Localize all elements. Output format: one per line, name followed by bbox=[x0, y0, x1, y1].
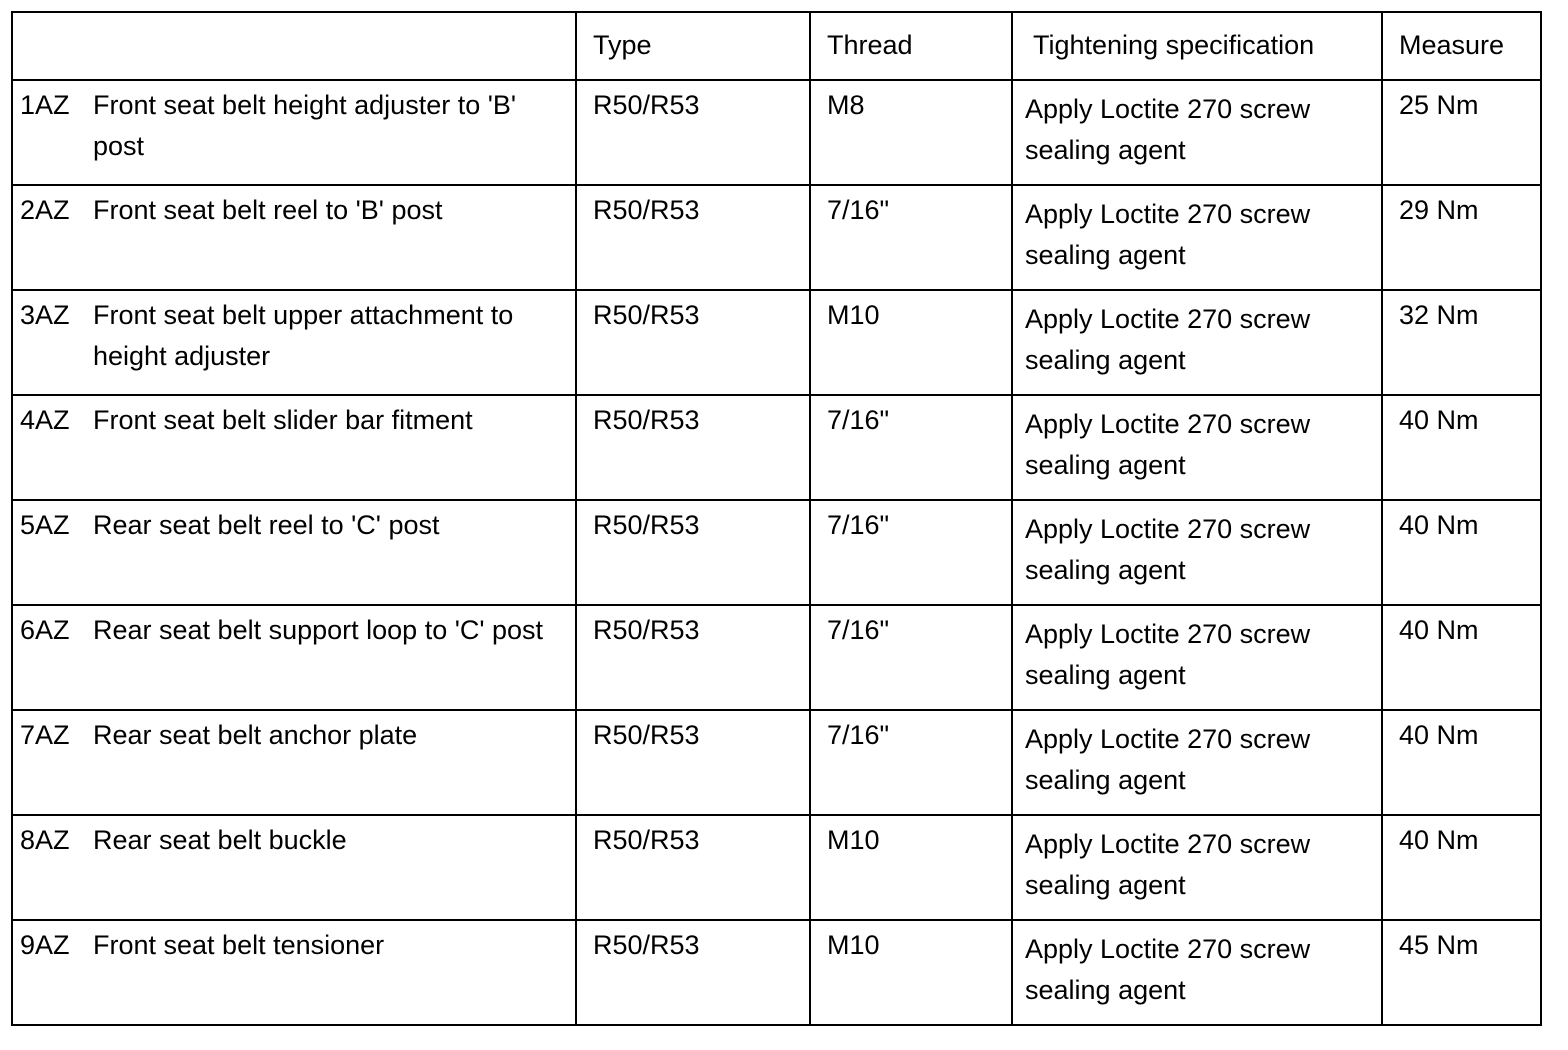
tightening-cell: Apply Loctite 270 screw sealing agent bbox=[1012, 185, 1382, 290]
table-row bbox=[12, 605, 1541, 710]
item-code: 8AZ bbox=[20, 825, 70, 855]
item-code: 4AZ bbox=[20, 405, 70, 435]
measure-cell: 40 Nm bbox=[1382, 500, 1541, 605]
measure-cell: 45 Nm bbox=[1382, 920, 1541, 1025]
header-thread: Thread bbox=[810, 12, 1012, 80]
item-code: 6AZ bbox=[20, 615, 70, 645]
tightening-cell: Apply Loctite 270 screw sealing agent bbox=[1012, 815, 1382, 920]
item-description: Rear seat belt anchor plate bbox=[93, 720, 418, 750]
header-type: Type bbox=[576, 12, 810, 80]
item-cell bbox=[12, 395, 576, 500]
measure-cell: 32 Nm bbox=[1382, 290, 1541, 395]
item-description: Front seat belt height adjuster to 'B' post bbox=[93, 90, 517, 161]
torque-spec-table bbox=[11, 11, 1542, 1026]
item-cell bbox=[12, 185, 576, 290]
item-code: 5AZ bbox=[20, 510, 70, 540]
item-description: Front seat belt upper attachment to height adjuster bbox=[93, 300, 514, 371]
type-cell: R50/R53 bbox=[576, 605, 810, 710]
measure-cell: 29 Nm bbox=[1382, 185, 1541, 290]
thread-cell: 7/16" bbox=[810, 500, 1012, 605]
item-code: 9AZ bbox=[20, 930, 70, 960]
header-row bbox=[12, 12, 1541, 80]
table-row bbox=[12, 80, 1541, 185]
header-measure: Measure bbox=[1382, 12, 1541, 80]
type-cell: R50/R53 bbox=[576, 920, 810, 1025]
tightening-cell: Apply Loctite 270 screw sealing agent bbox=[1012, 80, 1382, 185]
type-cell: R50/R53 bbox=[576, 815, 810, 920]
type-cell: R50/R53 bbox=[576, 80, 810, 185]
table-row bbox=[12, 815, 1541, 920]
item-description: Rear seat belt support loop to 'C' post bbox=[93, 615, 544, 645]
item-description: Front seat belt tensioner bbox=[93, 930, 385, 960]
table-row bbox=[12, 185, 1541, 290]
tightening-cell: Apply Loctite 270 screw sealing agent bbox=[1012, 290, 1382, 395]
tightening-cell: Apply Loctite 270 screw sealing agent bbox=[1012, 395, 1382, 500]
item-cell bbox=[12, 920, 576, 1025]
header-tightening: Tightening specification bbox=[1012, 12, 1382, 80]
item-cell bbox=[12, 815, 576, 920]
item-cell bbox=[12, 500, 576, 605]
type-cell: R50/R53 bbox=[576, 710, 810, 815]
item-code: 7AZ bbox=[20, 720, 70, 750]
item-cell bbox=[12, 605, 576, 710]
item-description: Rear seat belt reel to 'C' post bbox=[93, 510, 440, 540]
table-row bbox=[12, 290, 1541, 395]
item-code: 3AZ bbox=[20, 300, 70, 330]
tightening-cell: Apply Loctite 270 screw sealing agent bbox=[1012, 605, 1382, 710]
thread-cell: 7/16" bbox=[810, 710, 1012, 815]
measure-cell: 40 Nm bbox=[1382, 605, 1541, 710]
tightening-cell: Apply Loctite 270 screw sealing agent bbox=[1012, 920, 1382, 1025]
item-cell bbox=[12, 80, 576, 185]
item-code: 1AZ bbox=[20, 90, 70, 120]
table-row bbox=[12, 920, 1541, 1025]
type-cell: R50/R53 bbox=[576, 500, 810, 605]
item-code: 2AZ bbox=[20, 195, 70, 225]
thread-cell: 7/16" bbox=[810, 395, 1012, 500]
thread-cell: M8 bbox=[810, 80, 1012, 185]
measure-cell: 40 Nm bbox=[1382, 395, 1541, 500]
tightening-cell: Apply Loctite 270 screw sealing agent bbox=[1012, 500, 1382, 605]
item-description: Front seat belt reel to 'B' post bbox=[93, 195, 443, 225]
thread-cell: M10 bbox=[810, 290, 1012, 395]
table-row bbox=[12, 500, 1541, 605]
measure-cell: 25 Nm bbox=[1382, 80, 1541, 185]
type-cell: R50/R53 bbox=[576, 395, 810, 500]
item-cell bbox=[12, 710, 576, 815]
item-cell bbox=[12, 290, 576, 395]
table-row bbox=[12, 395, 1541, 500]
thread-cell: M10 bbox=[810, 920, 1012, 1025]
thread-cell: 7/16" bbox=[810, 605, 1012, 710]
item-description: Front seat belt slider bar fitment bbox=[93, 405, 473, 435]
measure-cell: 40 Nm bbox=[1382, 710, 1541, 815]
type-cell: R50/R53 bbox=[576, 290, 810, 395]
header-item bbox=[12, 12, 576, 80]
thread-cell: 7/16" bbox=[810, 185, 1012, 290]
thread-cell: M10 bbox=[810, 815, 1012, 920]
measure-cell: 40 Nm bbox=[1382, 815, 1541, 920]
tightening-cell: Apply Loctite 270 screw sealing agent bbox=[1012, 710, 1382, 815]
item-description: Rear seat belt buckle bbox=[93, 825, 347, 855]
table-row bbox=[12, 710, 1541, 815]
type-cell: R50/R53 bbox=[576, 185, 810, 290]
